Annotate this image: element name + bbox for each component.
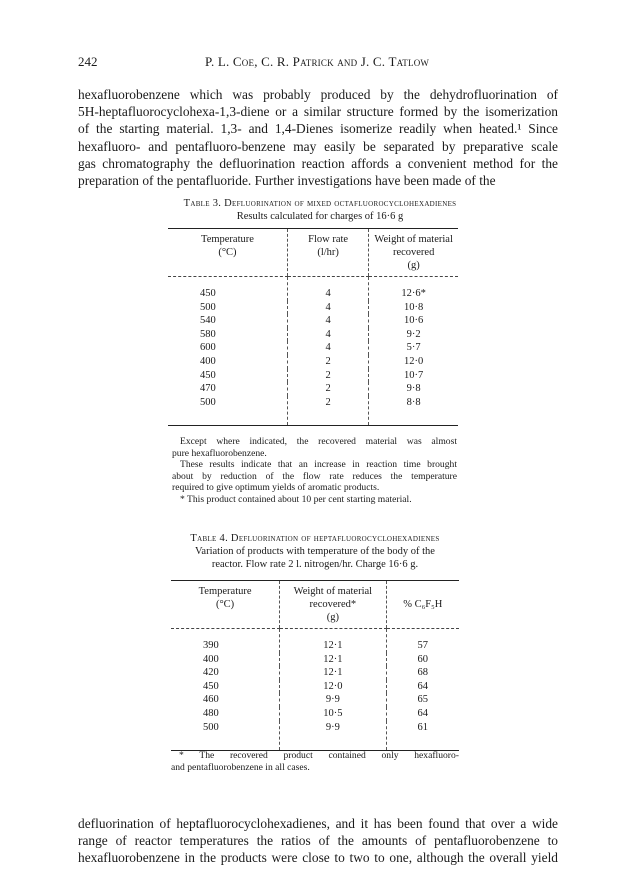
table3-note: These results indicate that an increase in reaction time brought	[180, 459, 457, 471]
table-row: 460 9·9 65	[171, 693, 459, 707]
table-row: 400 12·1 60	[171, 653, 459, 667]
table3-title: Table 3. Defluorination of mixed octafluorocyclohexadienes	[183, 198, 457, 209]
running-header-authors: P. L. Coe, C. R. Patrick and J. C. Tatlow	[205, 54, 430, 69]
table-row: 470 2 9·8	[168, 382, 458, 396]
text-line: hexafluoro- and pentafluoro-benzene may easily be separated by preparative scale	[78, 138, 558, 154]
table3-footnote: * This product contained about 10 per cent starting material.	[180, 493, 412, 505]
table4-caption-line: reactor. Flow rate 2 l. nitrogen/hr. Charge 16·6 g.	[211, 559, 419, 570]
table3-note: required to give optimum yields of aromatic products.	[172, 482, 380, 494]
table-row: 580 4 9·2	[168, 328, 458, 342]
table-row: 540 4 10·6	[168, 314, 458, 328]
table4-footnote: * The recovered product contained only hexafluoro-	[179, 750, 459, 761]
running-header	[0, 54, 625, 72]
page-number: 242	[78, 54, 98, 69]
table4	[171, 580, 459, 751]
text-line: hexafluorobenzene in the products were close to two to one, although the overall yield	[78, 850, 558, 866]
body-paragraph-bottom	[78, 815, 558, 867]
text-line: preparation of the pentafluoride. Further investigations have been made of the	[78, 173, 496, 189]
table4-header-row	[171, 581, 459, 629]
table-row: 450 2 10·7	[168, 369, 458, 383]
table3-note: pure hexafluorobenzene.	[172, 447, 267, 459]
table4-title: Table 4. Defluorination of heptafluorocyclohexadienes	[190, 533, 440, 544]
table4-header-percent: % C₆F₅H	[386, 581, 459, 629]
text-line: 5H-heptafluorocyclohexa-1,3-diene or a similar structure formed by the isomerization	[78, 104, 558, 120]
table4-caption	[150, 532, 480, 571]
table3-header-flow-rate: Flow rate (l/hr)	[287, 229, 368, 277]
text-line: of the starting material. 1,3- and 1,4-Dienes isomerize readily when heated.¹ Since	[78, 121, 558, 137]
table-row: 420 12·1 68	[171, 666, 459, 680]
table3-notes	[172, 436, 457, 506]
table4-header-weight: Weight of material recovered* (g)	[280, 581, 386, 629]
table4-footnote: and pentafluorobenzene in all cases.	[171, 761, 310, 773]
table4-header-temperature: Temperature (°C)	[171, 581, 280, 629]
table3	[168, 228, 458, 426]
text-line: gas chromatography the defluorination reaction affords a convenient method for the	[78, 155, 558, 171]
table4-caption-line: Variation of products with temperature of the body of the	[195, 546, 435, 557]
table3-caption	[140, 197, 500, 223]
text-line: range of reactor temperatures the ratios of the amounts of pentafluorobenzene to	[78, 833, 558, 849]
text-line: hexafluorobenzene which was probably produced by the dehydrofluorination of	[78, 87, 558, 102]
table-row: 500 2 8·8	[168, 396, 458, 426]
table-row: 500 9·9 61	[171, 721, 459, 751]
table3-note: about by reduction of the flow rate reduces the temperature	[172, 470, 457, 482]
table3-header-row	[168, 229, 458, 277]
table-row: 500 4 10·8	[168, 301, 458, 315]
body-paragraph-top	[78, 86, 558, 189]
text-line: defluorination of heptafluorocyclohexadienes, and it has been found that over a wide	[78, 816, 558, 831]
table-row: 600 4 5·7	[168, 341, 458, 355]
table-row: 480 10·5 64	[171, 707, 459, 721]
table4-notes	[171, 750, 459, 773]
table-row: 390 12·1 57	[171, 629, 459, 653]
table3-subtitle: Results calculated for charges of 16·6 g	[236, 211, 404, 222]
table-row: 450 4 12·6*	[168, 277, 458, 301]
table-row: 450 12·0 64	[171, 680, 459, 694]
table3-header-temperature: Temperature (°C)	[168, 229, 287, 277]
table3-header-weight: Weight of material recovered (g)	[369, 229, 458, 277]
table3-note: Except where indicated, the recovered material was almost	[180, 436, 457, 447]
table-row: 400 2 12·0	[168, 355, 458, 369]
